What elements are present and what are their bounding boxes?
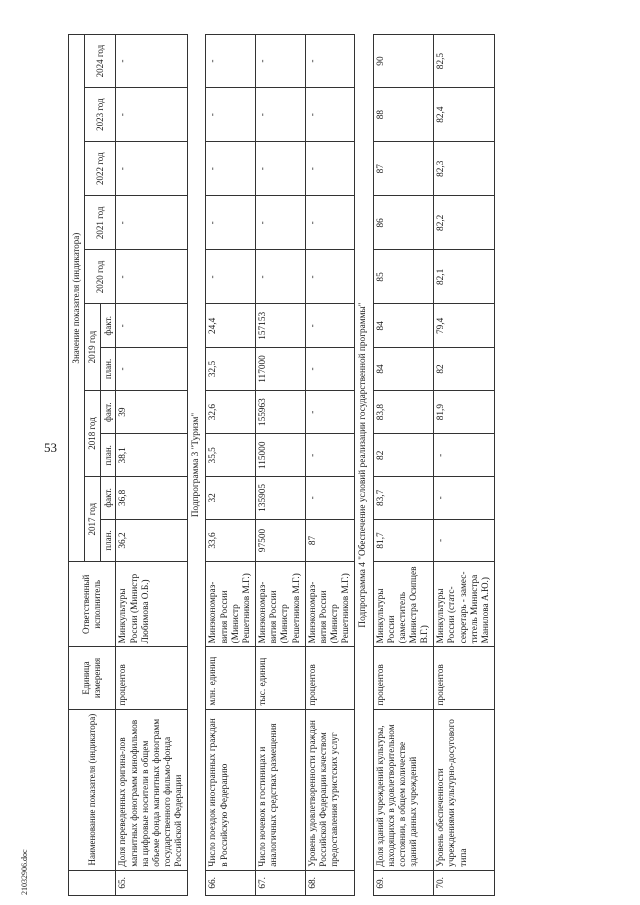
value-2017-plan: 97500 xyxy=(256,519,306,562)
value-2017-fact: 135905 xyxy=(256,477,306,520)
value-2018-plan: - xyxy=(305,434,355,477)
table-row xyxy=(434,35,495,896)
value-2023: 88 xyxy=(373,88,434,142)
value-2017-fact: 36,8 xyxy=(116,477,188,520)
header-plan: план. xyxy=(100,434,116,477)
header-fact: факт. xyxy=(100,390,116,434)
header-2022: 2022 год xyxy=(84,142,116,196)
value-2023: - xyxy=(256,88,306,142)
subprogram-title: Подпрограмма 4 "Обеспечение условий реализации государственной программы" xyxy=(355,35,373,896)
row-number: 68. xyxy=(305,870,355,895)
value-2018-plan: 38,1 xyxy=(116,434,188,477)
value-2021: - xyxy=(116,196,188,250)
value-2017-fact: 32 xyxy=(206,477,256,520)
value-2019-fact: 84 xyxy=(373,304,434,348)
value-2021: 82,2 xyxy=(434,196,495,250)
header-num xyxy=(69,870,116,895)
header-2017: 2017 год xyxy=(84,477,100,562)
value-2022: 87 xyxy=(373,142,434,196)
document-code: 21032906.doc xyxy=(20,849,29,895)
indicator-name: Число ночевок в гостиницах и аналогичных средствах размещения xyxy=(256,709,306,870)
value-2017-plan: 87 xyxy=(305,519,355,562)
page-number: 53 xyxy=(44,440,57,455)
value-2017-fact: - xyxy=(305,477,355,520)
row-number: 70. xyxy=(434,870,495,895)
indicator-responsible: Минэкономраз-вития России (Министр Решетников М.Г.) xyxy=(256,562,306,647)
header-2020: 2020 год xyxy=(84,250,116,304)
value-2024: - xyxy=(116,35,188,88)
table-row xyxy=(206,35,256,896)
row-number: 65. xyxy=(116,870,188,895)
header-2024: 2024 год xyxy=(84,35,116,88)
row-number: 67. xyxy=(256,870,306,895)
value-2019-fact: 79,4 xyxy=(434,304,495,348)
header-fact: факт. xyxy=(100,304,116,348)
value-2017-fact: 83,7 xyxy=(373,477,434,520)
header-2018: 2018 год xyxy=(84,390,100,476)
indicator-unit: млн. единиц xyxy=(206,647,256,709)
header-fact: факт. xyxy=(100,477,116,520)
value-2022: - xyxy=(256,142,306,196)
subprogram-row xyxy=(355,35,373,896)
indicator-unit: тыс. единиц xyxy=(256,647,306,709)
header-unit: Единица измерения xyxy=(69,647,116,709)
value-2018-fact: 39 xyxy=(116,390,188,434)
indicator-name: Доля зданий учреждений культуры, находящихся в удовлетворительном состоянии, в общем количестве зданий данных учреждений xyxy=(373,709,434,870)
value-2018-fact: 32,6 xyxy=(206,390,256,434)
value-2024: - xyxy=(305,35,355,88)
value-2021: - xyxy=(256,196,306,250)
value-2020: 85 xyxy=(373,250,434,304)
value-2019-plan: 32,5 xyxy=(206,348,256,391)
indicator-responsible: Минэкономраз-вития России (Министр Решетников М.Г.) xyxy=(305,562,355,647)
rotated-table-wrapper xyxy=(68,34,621,896)
value-2018-plan: - xyxy=(434,434,495,477)
header-plan: план. xyxy=(100,519,116,562)
value-2021: - xyxy=(305,196,355,250)
indicator-name: Уровень удовлетворенности граждан Российской Федерации качеством предоставления туристских услуг xyxy=(305,709,355,870)
indicator-name: Число поездок иностранных граждан в Российскую Федерацию xyxy=(206,709,256,870)
value-2022: - xyxy=(305,142,355,196)
indicator-responsible: Минкультуры России (статс-секретарь - замес-титель Министра Манилова А.Ю.) xyxy=(434,562,495,647)
value-2022: 82,3 xyxy=(434,142,495,196)
value-2021: 86 xyxy=(373,196,434,250)
header-values: Значение показателя (индикатора) xyxy=(69,35,85,562)
header-plan: план. xyxy=(100,348,116,391)
table-row xyxy=(256,35,306,896)
indicator-responsible: Минэкономраз-вития России (Министр Решетников М.Г.) xyxy=(206,562,256,647)
subprogram-title: Подпрограмма 3 "Туризм" xyxy=(188,35,206,896)
value-2020: 82,1 xyxy=(434,250,495,304)
value-2017-fact: - xyxy=(434,477,495,520)
header-name: Наименование показателя (индикатора) xyxy=(69,709,116,870)
value-2020: - xyxy=(305,250,355,304)
value-2018-plan: 115000 xyxy=(256,434,306,477)
indicator-name: Доля переведенных оригина-лов магнитных фонограмм кинофильмов на цифровые носители в общем объеме фонда магнитных фонограмм государственного фильмо-фонда Российской Федерации xyxy=(116,709,188,870)
value-2022: - xyxy=(206,142,256,196)
value-2019-plan: 82 xyxy=(434,348,495,391)
subprogram-row xyxy=(188,35,206,896)
row-number: 66. xyxy=(206,870,256,895)
indicator-responsible: Минкультуры России (заместитель Министра Осипцев В.Г.) xyxy=(373,562,434,647)
indicator-table xyxy=(68,34,495,896)
value-2019-plan: - xyxy=(116,348,188,391)
value-2018-fact: 83,8 xyxy=(373,390,434,434)
indicator-name: Уровень обеспеченности учреждениями культурно-досугового типа xyxy=(434,709,495,870)
value-2019-fact: 24,4 xyxy=(206,304,256,348)
table-row xyxy=(305,35,355,896)
indicator-unit: процентов xyxy=(373,647,434,709)
value-2024: 90 xyxy=(373,35,434,88)
table-row xyxy=(116,35,188,896)
indicator-unit: процентов xyxy=(116,647,188,709)
value-2019-plan: 84 xyxy=(373,348,434,391)
value-2021: - xyxy=(206,196,256,250)
value-2019-plan: 117000 xyxy=(256,348,306,391)
header-responsible: Ответственный исполнитель xyxy=(69,562,116,647)
value-2017-plan: 33,6 xyxy=(206,519,256,562)
value-2019-fact: 157153 xyxy=(256,304,306,348)
value-2020: - xyxy=(206,250,256,304)
value-2023: - xyxy=(305,88,355,142)
value-2017-plan: 81,7 xyxy=(373,519,434,562)
value-2018-fact: 155963 xyxy=(256,390,306,434)
value-2019-fact: - xyxy=(116,304,188,348)
header-2019: 2019 год xyxy=(84,304,100,390)
value-2024: - xyxy=(256,35,306,88)
value-2023: - xyxy=(206,88,256,142)
table-row xyxy=(373,35,434,896)
indicator-unit: процентов xyxy=(305,647,355,709)
header-2023: 2023 год xyxy=(84,88,116,142)
value-2023: 82,4 xyxy=(434,88,495,142)
value-2024: 82,5 xyxy=(434,35,495,88)
value-2019-plan: - xyxy=(305,348,355,391)
value-2019-fact: - xyxy=(305,304,355,348)
value-2018-fact: - xyxy=(305,390,355,434)
value-2020: - xyxy=(256,250,306,304)
value-2017-plan: 36,2 xyxy=(116,519,188,562)
value-2018-fact: 81,9 xyxy=(434,390,495,434)
value-2018-plan: 82 xyxy=(373,434,434,477)
row-number: 69. xyxy=(373,870,434,895)
indicator-responsible: Минкультуры России (Министр Любимова О.Б.) xyxy=(116,562,188,647)
value-2017-plan: - xyxy=(434,519,495,562)
value-2023: - xyxy=(116,88,188,142)
value-2022: - xyxy=(116,142,188,196)
value-2020: - xyxy=(116,250,188,304)
indicator-unit: процентов xyxy=(434,647,495,709)
header-2021: 2021 год xyxy=(84,196,116,250)
value-2018-plan: 35,5 xyxy=(206,434,256,477)
value-2024: - xyxy=(206,35,256,88)
